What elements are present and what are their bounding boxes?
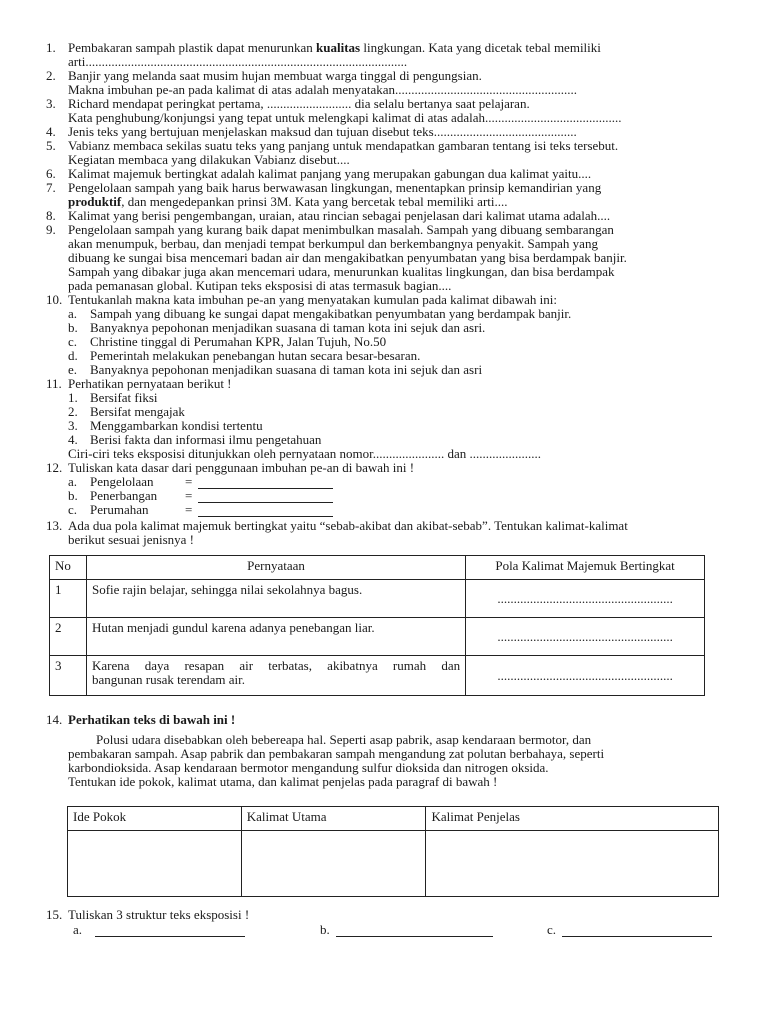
q12-equals: =: [185, 488, 193, 503]
q6-number: 6.: [46, 166, 56, 181]
q11-option-text: Berisi fakta dan informasi ilmu pengetahuan: [90, 432, 322, 447]
q10-option-text: Banyaknya pepohonan menjadikan suasana di taman kota ini sejuk dan asri.: [90, 320, 486, 335]
q14-answer-main-idea[interactable]: [68, 831, 242, 897]
q9-line1: Pengelolaan sampah yang kurang baik dapat menimbulkan masalah. Sampah yang dibuang sembarangan: [68, 222, 614, 237]
q13-number: 13.: [46, 518, 63, 533]
q10-option-text: Sampah yang dibuang ke sungai dapat mengakibatkan penyumbatan yang berdampak banjir.: [90, 306, 572, 321]
q14-answer-row: [68, 831, 719, 897]
q12-option-text: Perumahan: [90, 502, 149, 517]
q3-line2: Kata penghubung/konjungsi yang tepat untuk melengkapi kalimat di atas adalah..........................................: [68, 110, 622, 125]
q8-number: 8.: [46, 208, 56, 223]
q5-line1: Vabianz membaca sekilas suatu teks yang panjang untuk mendapatkan gambaran tentang isi teks tersebut.: [68, 138, 619, 153]
q1-line2: arti...................................................................................................: [68, 54, 408, 69]
q9-line3: dibuang ke sungai bisa mencemari badan air dan mengakibatkan penyumbatan yang bisa berdampak banjir.: [68, 250, 627, 265]
q12-line1: Tuliskan kata dasar dari penggunaan imbuhan pe-an di bawah ini !: [68, 460, 415, 475]
q10-option-text: Pemerintah melakukan penebangan hutan secara besar-besaran.: [90, 348, 421, 363]
row-answer-blank[interactable]: ......................................................: [466, 656, 705, 696]
table-row: [50, 656, 705, 696]
q15-key-c: c.: [547, 922, 557, 937]
row-no: 2: [50, 618, 87, 656]
q10-option-key: e.: [68, 362, 78, 377]
q11-option-text: Menggambarkan kondisi tertentu: [90, 418, 263, 433]
row-no: 3: [50, 656, 87, 696]
q1-line1: [68, 41, 601, 55]
table-row: [50, 580, 705, 618]
q15-line1: Tuliskan 3 struktur teks eksposisi !: [68, 907, 250, 922]
q11-option-text: Bersifat fiksi: [90, 390, 158, 405]
q9-number: 9.: [46, 222, 56, 237]
row-statement-line2: bangunan rusak terendam air.: [91, 672, 246, 687]
q4-number: 4.: [46, 124, 56, 139]
q14-paragraph-line3: karbondioksida. Asap kendaraan bermotor mengandung sulfur dioksida dan nitrogen oksida.: [68, 760, 549, 775]
q7-text-b: , dan mengedepankan prinsi 3M. Kata yang bercetak tebal memiliki arti....: [121, 194, 508, 209]
q9-line4: Sampah yang dibakar juga akan mencemari udara, menurunkan kualitas lingkungan, dan bisa berdampak: [68, 264, 615, 279]
q1-bold-word: kualitas: [316, 40, 361, 55]
q11-option-key: 2.: [68, 404, 78, 419]
q15-answer-line-c[interactable]: [562, 923, 712, 937]
q1-number: 1.: [46, 40, 56, 55]
q10-option-key: a.: [68, 306, 78, 321]
q11-option-key: 1.: [68, 390, 78, 405]
q15-answer-line-a[interactable]: [95, 923, 245, 937]
q14-title: Perhatikan teks di bawah ini !: [68, 712, 236, 727]
q15-key-b: b.: [320, 922, 330, 937]
row-statement: [86, 656, 465, 696]
q12-number: 12.: [46, 460, 63, 475]
row-statement: Sofie rajin belajar, sehingga nilai sekolahnya bagus.: [86, 580, 465, 618]
q11-line1: Perhatikan pernyataan berikut !: [68, 376, 232, 391]
q2-number: 2.: [46, 68, 56, 83]
row-answer-blank[interactable]: ......................................................: [466, 580, 705, 618]
row-statement-line1: Karena daya resapan air terbatas, akibatnya rumah dan: [91, 658, 461, 673]
q14-answer-supporting-sentence[interactable]: [426, 831, 719, 897]
q14-table-header-row: [68, 807, 719, 831]
q14-header-main-sentence: Kalimat Utama: [241, 807, 426, 831]
q12-option-text: Pengelolaan: [90, 474, 154, 489]
q7-bold-word: produktif: [68, 194, 122, 209]
row-statement: Hutan menjadi gundul karena adanya penebangan liar.: [86, 618, 465, 656]
q7-line2: [68, 195, 508, 209]
q14-paragraph-line1: Polusi udara disebabkan oleh bebereapa hal. Seperti asap pabrik, asap kendaraan bermotor, dan: [96, 732, 592, 747]
q12-option-key: c.: [68, 502, 78, 517]
q10-option-key: c.: [68, 334, 78, 349]
q3-number: 3.: [46, 96, 56, 111]
q7-number: 7.: [46, 180, 56, 195]
q13-line1: Ada dua pola kalimat majemuk bertingkat yaitu “sebab-akibat dan akibat-sebab”. Tentukan kalimat-kalimat: [68, 518, 628, 533]
q2-line2: Makna imbuhan pe-an pada kalimat di atas adalah menyatakan........................................................: [68, 82, 578, 97]
q15-number: 15.: [46, 907, 63, 922]
q12-answer-line-a[interactable]: [198, 475, 333, 489]
q14-answer-main-sentence[interactable]: [241, 831, 426, 897]
q12-answer-line-b[interactable]: [198, 489, 333, 503]
q14-number: 14.: [46, 712, 63, 727]
q5-line2: Kegiatan membaca yang dilakukan Vabianz disebut....: [68, 152, 350, 167]
table-row: [50, 618, 705, 656]
q14-header-main-idea: Ide Pokok: [68, 807, 242, 831]
q13-line2: berikut sesuai jenisnya !: [68, 532, 194, 547]
q10-option-key: d.: [68, 348, 78, 363]
q13-table-header-row: [50, 556, 705, 580]
q11-number: 11.: [46, 376, 62, 391]
q15-key-a: a.: [73, 922, 83, 937]
q11-option-key: 4.: [68, 432, 78, 447]
q7-line1: Pengelolaan sampah yang baik harus berwawasan lingkungan, menentapkan prinsip kemandirian yang: [68, 180, 602, 195]
q11-option-key: 3.: [68, 418, 78, 433]
q1-text-a: Pembakaran sampah plastik dapat menurunkan: [68, 40, 317, 55]
q1-text-c: lingkungan. Kata yang dicetak tebal memiliki: [360, 40, 601, 55]
q5-number: 5.: [46, 138, 56, 153]
row-no: 1: [50, 580, 87, 618]
q12-option-text: Penerbangan: [90, 488, 158, 503]
q13-header-statement: Pernyataan: [86, 556, 465, 580]
q14-instruction: Tentukan ide pokok, kalimat utama, dan kalimat penjelas pada paragraf di bawah !: [68, 774, 498, 789]
q9-line5: pada pemanasan global. Kutipan teks eksposisi di atas termasuk bagian....: [68, 278, 452, 293]
q12-option-key: a.: [68, 474, 78, 489]
q6-line1: Kalimat majemuk bertingkat adalah kalimat panjang yang merupakan gabungan dua kalimat yaitu....: [68, 166, 592, 181]
q15-answer-line-b[interactable]: [336, 923, 493, 937]
q11-line2: Ciri-ciri teks eksposisi ditunjukkan oleh pernyataan nomor...................... dan ......................: [68, 446, 541, 461]
q3-line1: Richard mendapat peringkat pertama, .......................... dia selalu bertanya saat pelajaran.: [68, 96, 530, 111]
q13-header-no: No: [50, 556, 87, 580]
q8-line1: Kalimat yang berisi pengembangan, uraian, atau rincian sebagai penjelasan dari kalimat utama adalah....: [68, 208, 611, 223]
q12-equals: =: [185, 474, 193, 489]
q10-option-text: Christine tinggal di Perumahan KPR, Jalan Tujuh, No.50: [90, 334, 387, 349]
q12-equals: =: [185, 502, 193, 517]
q10-option-key: b.: [68, 320, 78, 335]
q11-option-text: Bersifat mengajak: [90, 404, 185, 419]
q14-paragraph-line2: pembakaran sampah. Asap pabrik dan pembakaran sampah mengandung zat polutan berbahaya, seperti: [68, 746, 605, 761]
q13-table: [49, 555, 705, 696]
q10-option-text: Banyaknya pepohonan menjadikan suasana di taman kota ini sejuk dan asri: [90, 362, 483, 377]
q12-answer-line-c[interactable]: [198, 503, 333, 517]
q14-table: [67, 806, 719, 897]
q12-option-key: b.: [68, 488, 78, 503]
row-answer-blank[interactable]: ......................................................: [466, 618, 705, 656]
q14-header-supporting-sentence: Kalimat Penjelas: [426, 807, 719, 831]
q10-line1: Tentukanlah makna kata imbuhan pe-an yang menyatakan kumulan pada kalimat dibawah ini:: [68, 292, 557, 307]
q4-line1: Jenis teks yang bertujuan menjelaskan maksud dan tujuan disebut teks............................................: [68, 124, 577, 139]
q2-line1: Banjir yang melanda saat musim hujan membuat warga tinggal di pengungsian.: [68, 68, 482, 83]
q13-header-pattern: Pola Kalimat Majemuk Bertingkat: [466, 556, 705, 580]
q9-line2: akan menumpuk, berbau, dan menjadi tempat berkumpul dan berkembangnya penyakit. Sampah yang: [68, 236, 598, 251]
q10-number: 10.: [46, 292, 63, 307]
